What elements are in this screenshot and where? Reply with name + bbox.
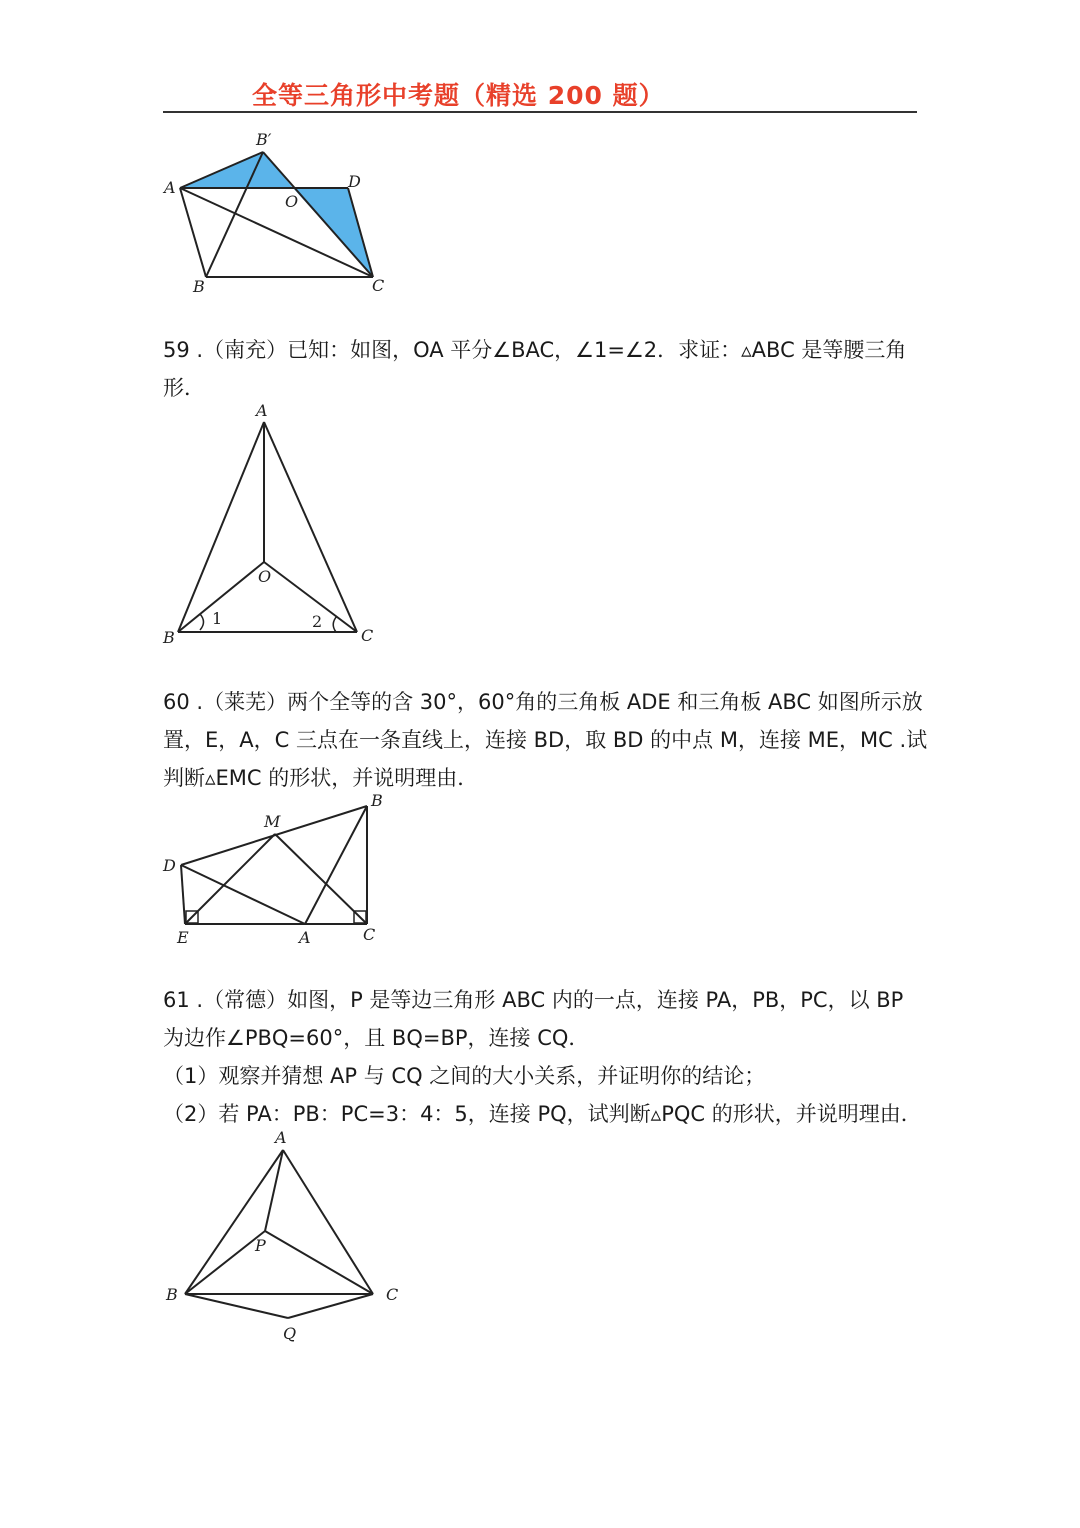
label-A: A bbox=[256, 401, 268, 420]
problem-59-line-2: 形． bbox=[163, 376, 205, 400]
label-B: B bbox=[163, 628, 175, 647]
figure-61 bbox=[160, 1128, 410, 1348]
page-header-title: 全等三角形中考题（精选 200 题） bbox=[252, 81, 665, 110]
label-A: A bbox=[164, 178, 176, 197]
label-O: O bbox=[285, 192, 299, 211]
label-Q: Q bbox=[283, 1324, 297, 1343]
problem-59 bbox=[163, 331, 933, 407]
label-D: D bbox=[348, 172, 361, 191]
problem-60 bbox=[163, 683, 933, 797]
problem-60-line-1: 60 .（莱芜）两个全等的含 30°，60°角的三角板 ADE 和三角板 ABC 如图所示放 bbox=[163, 690, 923, 714]
label-D: D bbox=[163, 856, 176, 875]
label-C: C bbox=[361, 626, 374, 645]
label-E: E bbox=[177, 928, 189, 947]
label-A: A bbox=[299, 928, 311, 947]
problem-60-line-2: 置，E，A，C 三点在一条直线上，连接 BD，取 BD 的中点 M，连接 ME，MC .试 bbox=[163, 728, 928, 752]
problem-60-line-3: 判断▵EMC 的形状，并说明理由． bbox=[163, 766, 479, 790]
problem-61-line-4: （2）若 PA：PB：PC=3：4：5，连接 PQ，试判断▵PQC 的形状，并说明理由． bbox=[163, 1102, 922, 1126]
label-B: B bbox=[193, 277, 205, 296]
figure-59 bbox=[160, 400, 390, 650]
figure-58 bbox=[160, 125, 400, 300]
problem-61-line-1: 61 .（常德）如图，P 是等边三角形 ABC 内的一点，连接 PA，PB，PC，以 BP bbox=[163, 988, 904, 1012]
label-angle-2: 2 bbox=[312, 612, 323, 631]
label-M: M bbox=[264, 812, 281, 831]
label-B: B bbox=[371, 791, 383, 810]
figure-60 bbox=[160, 790, 400, 950]
label-angle-1: 1 bbox=[212, 609, 223, 628]
problem-61-line-3: （1）观察并猜想 AP 与 CQ 之间的大小关系，并证明你的结论； bbox=[163, 1064, 766, 1088]
label-B: B bbox=[166, 1285, 178, 1304]
label-O: O bbox=[258, 567, 272, 586]
header-divider bbox=[163, 111, 917, 113]
problem-59-line-1: 59 .（南充）已知：如图，OA 平分∠BAC，∠1=∠2．求证：▵ABC 是等腰三角 bbox=[163, 338, 907, 362]
label-C: C bbox=[372, 276, 385, 295]
label-C: C bbox=[363, 925, 376, 944]
shaded-triangle-left bbox=[180, 152, 293, 188]
label-C: C bbox=[386, 1285, 399, 1304]
problem-61-line-2: 为边作∠PBQ=60°，且 BQ=BP，连接 CQ． bbox=[163, 1026, 590, 1050]
label-A: A bbox=[275, 1128, 287, 1147]
label-B-prime: B′ bbox=[256, 130, 272, 149]
problem-61 bbox=[163, 981, 933, 1133]
label-P: P bbox=[255, 1236, 266, 1255]
